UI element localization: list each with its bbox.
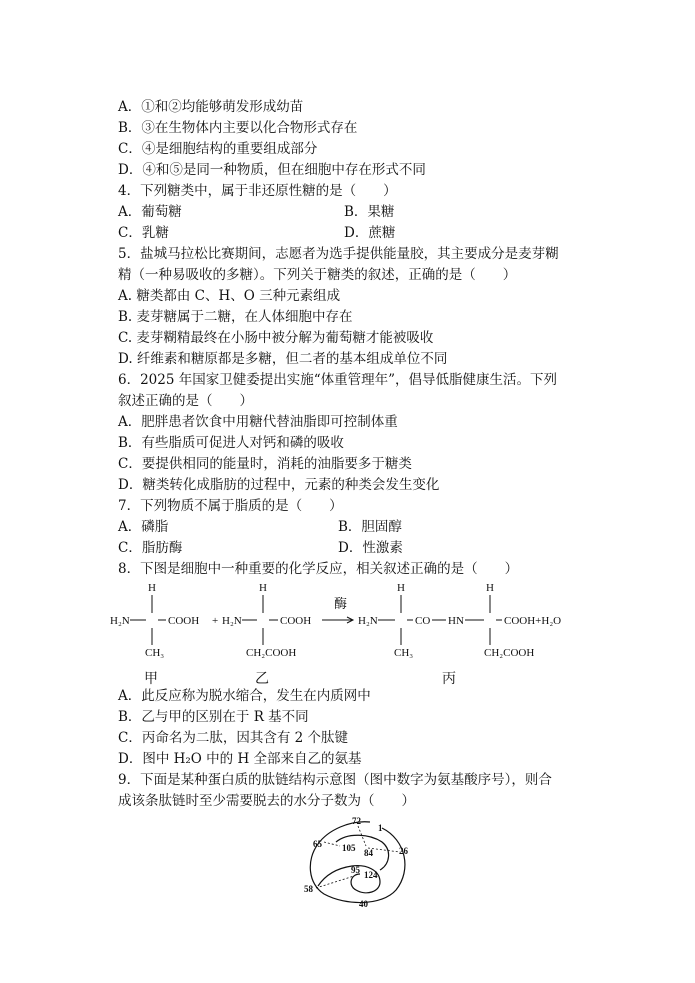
bing-co: CO [415, 615, 431, 627]
q6-option-d: D．糖类转化成脂肪的过程中，元素的种类会发生变化 [118, 477, 440, 493]
num-95: 95 [351, 865, 360, 875]
num-105: 105 [342, 843, 356, 853]
enzyme-label: 酶 [334, 596, 348, 611]
yi-h2n: H₂N [222, 615, 242, 627]
bing-h1: H [397, 582, 405, 594]
yi-h: H [259, 582, 267, 594]
jia-cooh: COOH [168, 615, 200, 627]
q8-stem: 8．下图是细胞中一种重要的化学反应，相关叙述正确的是（ ） [118, 561, 519, 577]
plus-sign: + [212, 615, 219, 627]
q5-option-b: B. 麦芽糖属于二糖，在人体细胞中存在 [118, 309, 353, 325]
q5-stem-line1: 5．盐城马拉松比赛期间，志愿者为选手提供能量胶，其主要成分是麦芽糊 [118, 246, 559, 262]
q4-option-a: A．葡萄糖 [118, 204, 182, 220]
num-58: 58 [304, 884, 313, 894]
q8-option-b: B．乙与甲的区别在于 R 基不同 [118, 709, 309, 725]
q6-option-c: C．要提供相同的能量时，消耗的油脂要多于糖类 [118, 456, 412, 472]
q7-option-d: D．性激素 [338, 540, 403, 556]
label-bing: 丙 [442, 672, 456, 687]
bing-h2: H [486, 582, 494, 594]
peptide-chain-diagram [296, 812, 426, 910]
q7-stem: 7．下列物质不属于脂质的是（ ） [118, 498, 343, 514]
num-1: 1 [378, 823, 383, 833]
jia-h2n: H₂N [110, 615, 130, 627]
num-40: 40 [359, 899, 368, 909]
label-jia: 甲 [144, 672, 158, 687]
jia-ch3: CH₃ [145, 647, 165, 659]
q5-option-d: D. 纤维素和糖原都是多糖，但二者的基本组成单位不同 [118, 351, 448, 367]
q7-option-b: B．胆固醇 [338, 519, 402, 535]
q6-option-b: B．有些脂质可促进人对钙和磷的吸收 [118, 435, 344, 451]
yi-cooh: COOH [280, 615, 312, 627]
q9-stem-line1: 9．下面是某种蛋白质的肽链结构示意图（图中数字为氨基酸序号），则合 [118, 772, 552, 788]
q3-option-d: D．④和⑤是同一种物质，但在细胞中存在形式不同 [118, 162, 426, 178]
num-26: 26 [399, 846, 408, 856]
bing-h2n: H₂N [358, 615, 378, 627]
q6-stem-line2: 叙述正确的是（ ） [118, 393, 253, 409]
bing-hn: HN [448, 615, 464, 627]
q3-option-b: B．③在生物体内主要以化合物形式存在 [118, 120, 358, 136]
num-65: 65 [313, 839, 322, 849]
num-124: 124 [364, 870, 378, 880]
label-yi: 乙 [255, 672, 269, 687]
q4-option-b: B．果糖 [344, 204, 395, 220]
q4-option-d: D．蔗糖 [344, 225, 396, 241]
dipeptide-reaction-diagram [108, 580, 578, 688]
q7-option-c: C．脂肪酶 [118, 540, 183, 556]
q3-option-a: A．①和②均能够萌发形成幼苗 [118, 99, 304, 115]
bing-cooh-h2o: COOH+H₂O [504, 615, 562, 627]
q5-option-a: A. 糖类都由 C、H、O 三种元素组成 [118, 288, 341, 304]
q3-option-c: C．④是细胞结构的重要组成部分 [118, 141, 318, 157]
bing-ch3: CH₃ [394, 647, 414, 659]
num-72: 72 [352, 816, 361, 826]
num-84: 84 [364, 848, 373, 858]
q7-option-a: A．磷脂 [118, 519, 169, 535]
q9-stem-line2: 成该条肽链时至少需要脱去的水分子数为（ ） [118, 793, 415, 809]
q8-option-c: C．丙命名为二肽，因其含有 2 个肽键 [118, 730, 349, 746]
q6-stem-line1: 6．2025 年国家卫健委提出实施“体重管理年”，倡导低脂健康生活。下列 [118, 372, 558, 388]
q4-stem: 4．下列糖类中，属于非还原性糖的是（ ） [118, 183, 397, 199]
bing-ch2cooh: CH₂COOH [484, 647, 535, 659]
q5-option-c: C. 麦芽糊精最终在小肠中被分解为葡萄糖才能被吸收 [118, 330, 434, 346]
q4-option-c: C．乳糖 [118, 225, 169, 241]
yi-ch2cooh: CH₂COOH [246, 647, 297, 659]
q8-option-d: D．图中 H₂O 中的 H 全部来自乙的氨基 [118, 751, 362, 767]
q6-option-a: A．肥胖患者饮食中用糖代替油脂即可控制体重 [118, 414, 398, 430]
jia-h: H [148, 582, 156, 594]
q8-option-a: A．此反应称为脱水缩合，发生在内质网中 [118, 688, 371, 704]
q5-stem-line2: 精（一种易吸收的多糖）。下列关于糖类的叙述，正确的是（ ） [118, 267, 517, 283]
